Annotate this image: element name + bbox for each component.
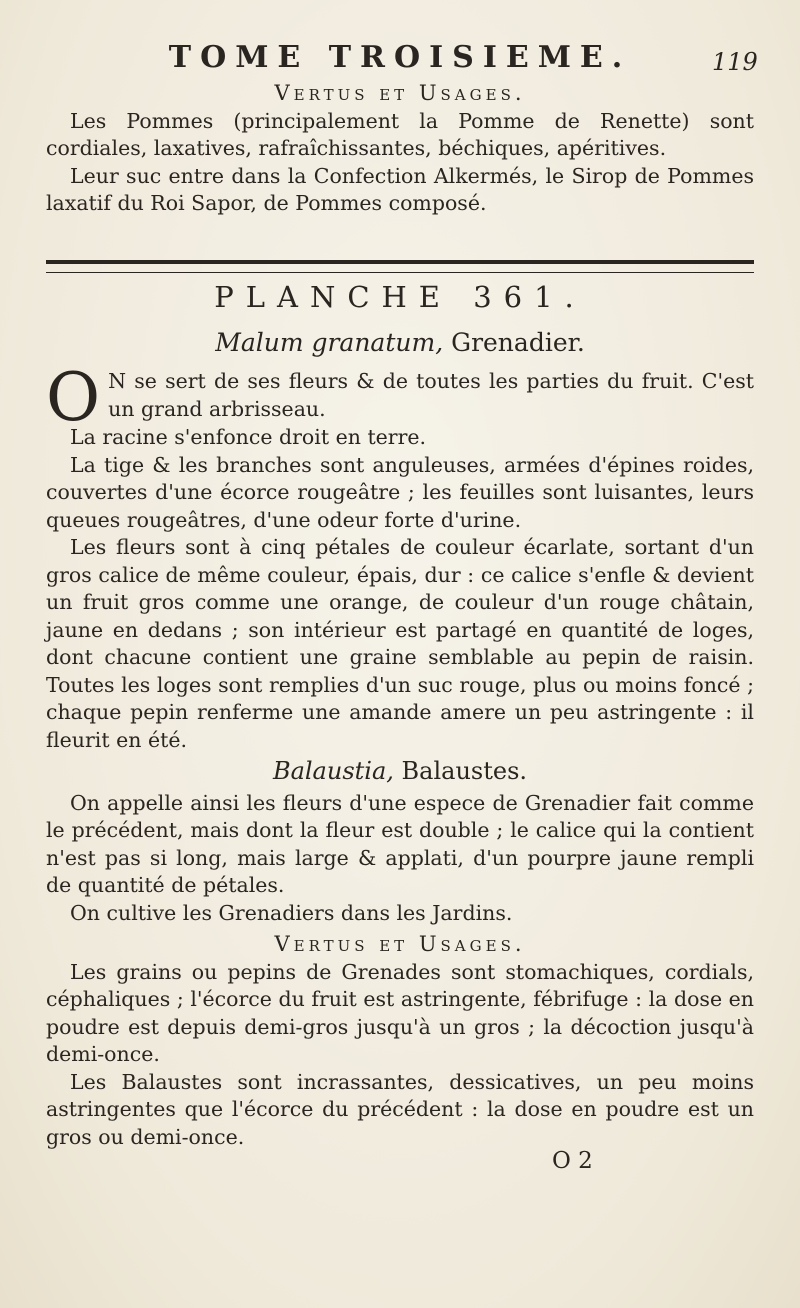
paragraph: Les fleurs sont à cinq pétales de couleur écarlate, sortant d'un gros calice de même couleur, épais, dur : ce calice s'enfle & devient un fruit gros comme une orange, de couleur d'un rouge châtain, jaune en dedans ; son intérieur est partagé en quantité de loges, dont chacune contient une graine semblable au pepin de raisin. Toutes les loges sont remplies d'un suc rouge, plus ou moins foncé ; chaque pepin renferme une amande amere un peu astringente : il fleurit en été. — [46, 535, 754, 752]
paragraph: La racine s'enfonce droit en terre. — [70, 425, 427, 449]
section-heading: Vertus et Usages. — [274, 81, 526, 105]
first-paragraph-text: N se sert de ses fleurs & de toutes les parties du fruit. C'est un grand arbrisseau. — [108, 369, 754, 421]
drop-cap: O — [46, 359, 101, 436]
paragraph: On appelle ainsi les fleurs d'une espece de Grenadier fait comme le précédent, mais dont la fleur est double ; le calice qui la contient n'est pas si long, mais large & applati, d'un pourpre jaune rempli de quantité de pétales. — [46, 790, 754, 897]
plate-title: PLANCHE 361. — [214, 280, 586, 314]
latin-name: Balaustia, — [272, 757, 394, 785]
paragraph: On cultive les Grenadiers dans les Jardins. — [70, 900, 513, 925]
paragraph: Leur suc entre dans la Confection Alkermés, le Sirop de Pommes laxatif du Roi Sapor, de Pommes composé. — [46, 163, 754, 215]
page-number: 119 — [712, 48, 758, 76]
description — [46, 359, 754, 1151]
plate-subtitle — [0, 328, 800, 357]
section-vertus-1 — [46, 80, 754, 218]
balaustia-title — [46, 758, 754, 786]
paragraph: Les Pommes (principalement la Pomme de Renette) sont cordiales, laxatives, rafraîchissantes, béchiques, apéritives. — [46, 108, 754, 160]
french-name: Balaustes. — [401, 757, 528, 785]
signature-mark: O 2 — [552, 1148, 593, 1174]
paragraph: La tige & les branches sont anguleuses, armées d'épines roides, couvertes d'une écorce rougeâtre ; les feuilles sont luisantes, leurs queues rougeâtres, d'une odeur forte d'urine. — [46, 452, 754, 532]
divider-rule — [46, 260, 754, 273]
french-name: Grenadier. — [451, 328, 585, 357]
paragraph: Les Balaustes sont incrassantes, dessicatives, un peu moins astringentes que l'écorce du précédent : la dose en poudre est un gros ou demi-once. — [46, 1069, 754, 1149]
section-heading: Vertus et Usages. — [274, 932, 526, 956]
running-title: TOME TROISIEME. — [168, 40, 632, 75]
latin-name: Malum granatum, — [215, 328, 444, 357]
first-paragraph — [46, 359, 754, 436]
paragraph: Les grains ou pepins de Grenades sont stomachiques, cordials, céphaliques ; l'écorce du fruit est astringente, fébrifuge : la dose en poudre est depuis demi-gros jusqu'à un gros ; la décoction jusqu'à demi-once. — [46, 959, 754, 1066]
